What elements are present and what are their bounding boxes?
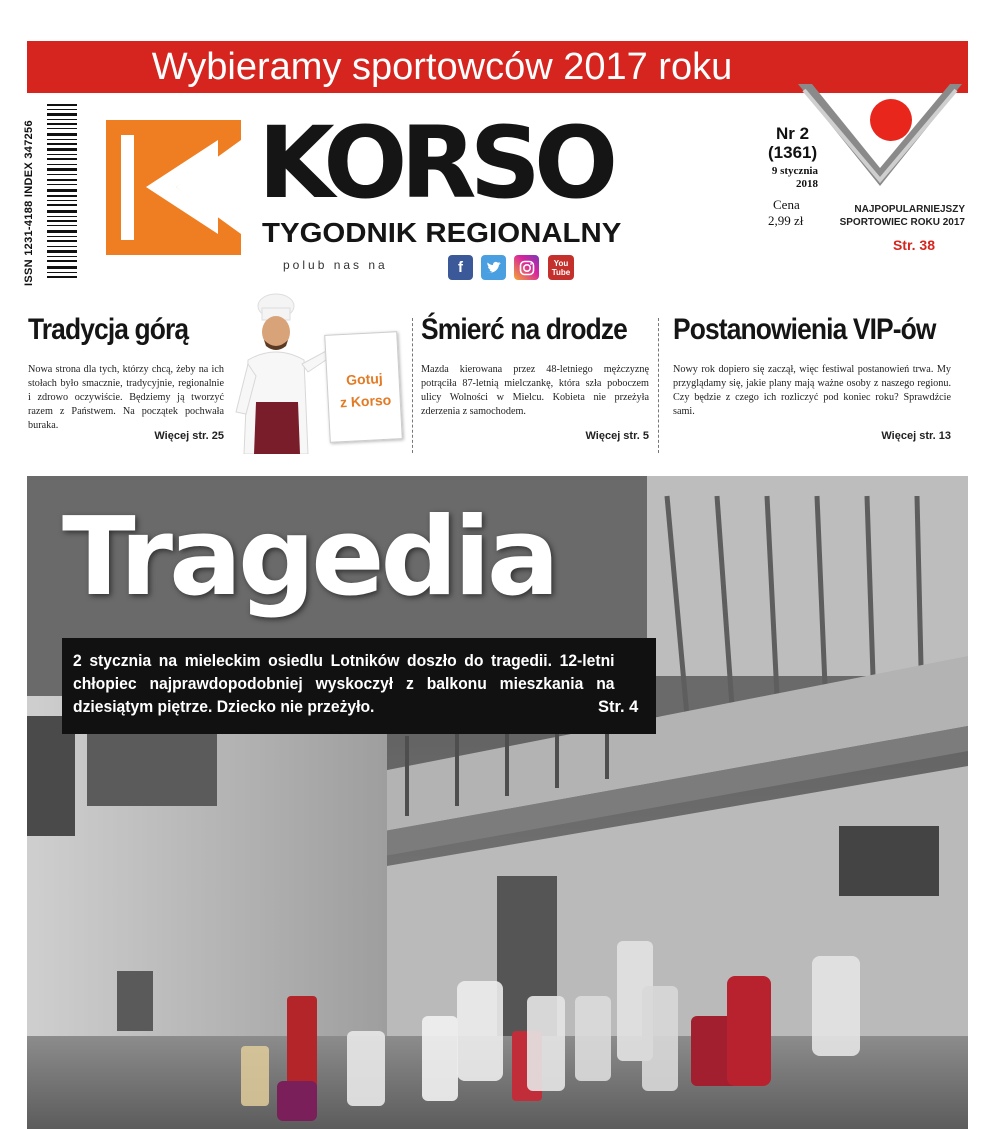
korso-k-logo bbox=[106, 120, 241, 255]
teaser-body-tradycja: Nowa strona dla tych, którzy chcą, żeby na ich stołach było smacznie, tradycyjnie, regionalnie i zdrowo oczywiście. Będziemy ją tworzyć razem z Państwem. Na początek pochwała buraka. bbox=[28, 364, 224, 431]
teaser-title-tradycja[interactable]: Tradycja górą bbox=[28, 313, 189, 346]
masthead-tagline: TYGODNIK REGIONALNY bbox=[262, 217, 622, 248]
teaser-more-smierc[interactable]: Więcej str. 5 bbox=[585, 430, 649, 442]
teaser-more-postanowienia[interactable]: Więcej str. 13 bbox=[881, 430, 951, 442]
issn-index: ISSN 1231-4188 INDEX 347256 bbox=[23, 120, 35, 286]
issue-date: 9 stycznia 2018 bbox=[771, 165, 818, 190]
facebook-icon[interactable]: f bbox=[448, 255, 473, 280]
lead-headline[interactable]: Tragedia bbox=[62, 495, 556, 620]
teaser-title-postanowienia[interactable]: Postanowienia VIP-ów bbox=[673, 313, 936, 346]
teaser-title-smierc[interactable]: Śmierć na drodze bbox=[421, 313, 627, 346]
award-page-ref: Str. 38 bbox=[892, 237, 935, 253]
issue-number-label: Nr 2 bbox=[776, 124, 810, 143]
instagram-icon[interactable] bbox=[514, 255, 539, 280]
top-banner-text: Wybieramy sportowców 2017 roku bbox=[151, 46, 733, 88]
recipe-card-line-2: z Korso bbox=[339, 391, 392, 411]
youtube-icon[interactable] bbox=[548, 255, 574, 280]
column-divider bbox=[658, 318, 659, 453]
teaser-body-postanowienia: Nowy rok dopiero się zaczął, więc festiwal postanowień trwa. My przyglądamy się, jakie plany mają ważne osoby z naszego regionu. Czy będzie z czego ich rozliczyć pod koniec roku? Sprawdźcie sami. bbox=[673, 364, 951, 417]
youtube-label-1: You bbox=[553, 258, 569, 268]
lede-text: 2 stycznia na mieleckim osiedlu Lotników doszło do tragedii. 12-letni chłopiec najprawdopodobniej wyskoczył z balkonu mieszkania na dziesiątym piętrze. Dziecko nie przeżyło. bbox=[73, 652, 615, 716]
youtube-label-2: Tube bbox=[551, 267, 571, 277]
recipe-card-line-1: Gotuj bbox=[345, 370, 384, 388]
teaser-body-smierc: Mazda kierowana przez 48-letniego mężczyznę potrąciła 87-letnią mielczankę, która szła poboczem ulicy Wolności w Mielcu. Kobieta nie przeżyła zderzenia z samochodem. bbox=[421, 364, 649, 417]
recipe-card-text bbox=[329, 366, 401, 414]
price-value: 2,99 zł bbox=[768, 213, 804, 228]
teaser-more-tradycja[interactable]: Więcej str. 25 bbox=[154, 430, 224, 442]
award-line-2: SPORTOWIEC ROKU 2017 bbox=[839, 217, 965, 228]
award-caption bbox=[815, 203, 965, 229]
like-prompt: polub nas na bbox=[283, 258, 388, 272]
lede-page-ref[interactable]: Str. 4 bbox=[598, 698, 639, 716]
column-divider bbox=[412, 318, 413, 453]
masthead-title[interactable]: KORSO bbox=[258, 106, 612, 221]
twitter-icon[interactable] bbox=[481, 255, 506, 280]
award-line-1: NAJPOPULARNIEJSZY bbox=[854, 204, 965, 215]
price-label: Cena bbox=[773, 197, 800, 212]
issue-number: (1361) bbox=[768, 143, 818, 162]
